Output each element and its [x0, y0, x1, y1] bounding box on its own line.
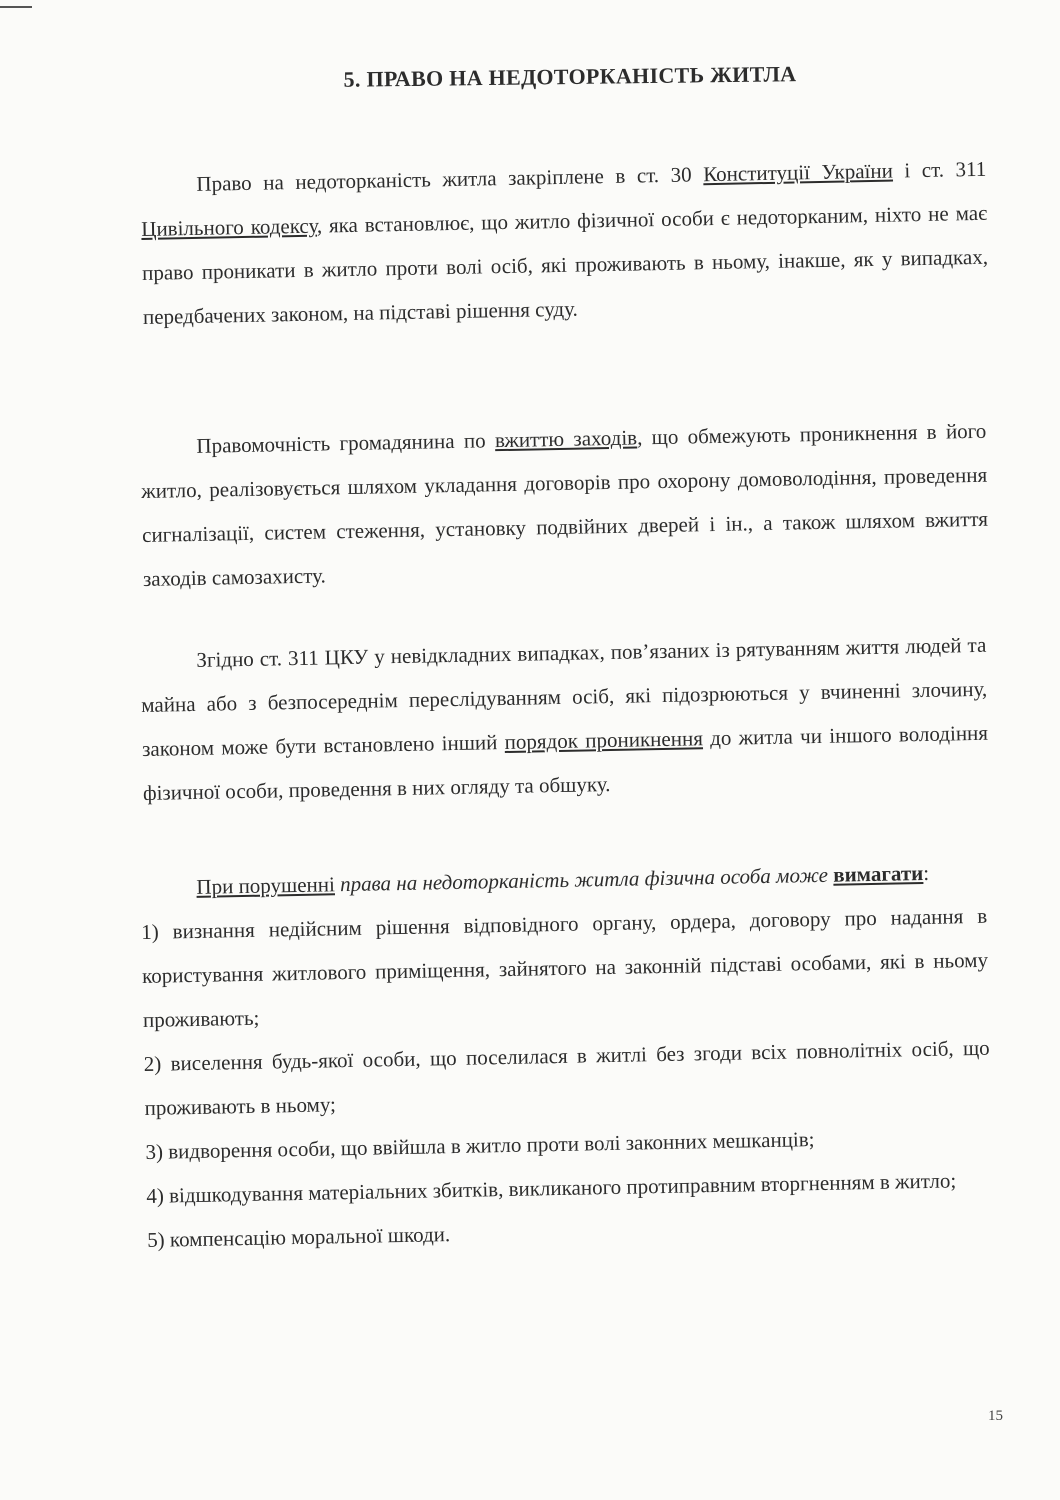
paragraph-text: Згідно ст. 311 ЦКУ у невідкладних випадках, пов’язаних із рятуванням життя людей та майна або з безпосереднім переслідуванням осіб, які підозрюються у вчиненні злочину, законом може бути встановлено інший — [141, 632, 988, 761]
paragraph-text: , що обмежують проникнення в його житло, реалізовується шляхом укладання договорів про охорону домоволодіння, проведення сигналізації, систем стеження, установку подвійних дверей і ін., а також шляхом вжиття заходів самозахисту. — [141, 418, 989, 591]
scan-edge-mark — [0, 6, 32, 8]
link-civil-code[interactable]: Цивільного кодексу — [141, 213, 318, 241]
paragraph-text: Право на недоторканість житла закріплене в ст. 30 — [196, 162, 704, 196]
paragraph-text: , яка встановлює, що житло фізичної особи є недоторканим, ніхто не має право проникати в житло проти волі осіб, які проживають в ньому, інакше, як у випадках, передбачених законом, на підставі рішення суду. — [141, 200, 989, 329]
remedy-item: 4) відшкодування матеріальних збитків, викликаного протиправним вторгненням в житло; — [146, 1168, 957, 1208]
remedy-item: 5) компенсацію моральної шкоди. — [146, 1222, 451, 1252]
paragraph-text: до житла чи іншого володіння фізичної особи, проведення в них огляду та обшуку. — [142, 720, 989, 805]
link-constitution[interactable]: Конституції України — [702, 158, 894, 187]
link-measures[interactable]: вжиттю заходів — [494, 425, 638, 453]
paragraph-violation-remedies — [140, 850, 993, 1262]
colon: : — [923, 860, 930, 885]
paragraph-urgent-cases — [140, 623, 989, 815]
remedy-item: 3) видворення особи, що ввійшла в житло проти волі законних мешканців; — [145, 1127, 815, 1164]
link-entry-procedure[interactable]: порядок проникнення — [504, 726, 704, 755]
remedy-item: 1) визнання недійсним рішення відповідного органу, ордера, договору про надання в користування житлового приміщення, зайнятого на законній підставі особами, які в ньому проживають; — [141, 903, 989, 1032]
demand-label: вимагати — [833, 860, 924, 887]
page-number: 15 — [988, 1408, 1003, 1424]
page-title: 5. ПРАВО НА НЕДОТОРКАНІСТЬ ЖИТЛА — [343, 61, 797, 92]
remedy-item: 2) виселення будь-якої особи, що поселилася в житлі без згоди всіх повнолітніх осіб, що проживають в ньому; — [143, 1035, 990, 1120]
document-page — [140, 0, 1000, 1500]
paragraph-constitution — [140, 147, 989, 339]
paragraph-text: Правомочність громадянина по — [196, 428, 496, 458]
paragraph-text: права на недоторканість житла фізична особа може — [334, 862, 834, 897]
paragraph-measures — [140, 409, 989, 601]
paragraph-text: і ст. 311 — [892, 156, 987, 183]
link-violation[interactable]: При порушенні — [196, 872, 336, 899]
